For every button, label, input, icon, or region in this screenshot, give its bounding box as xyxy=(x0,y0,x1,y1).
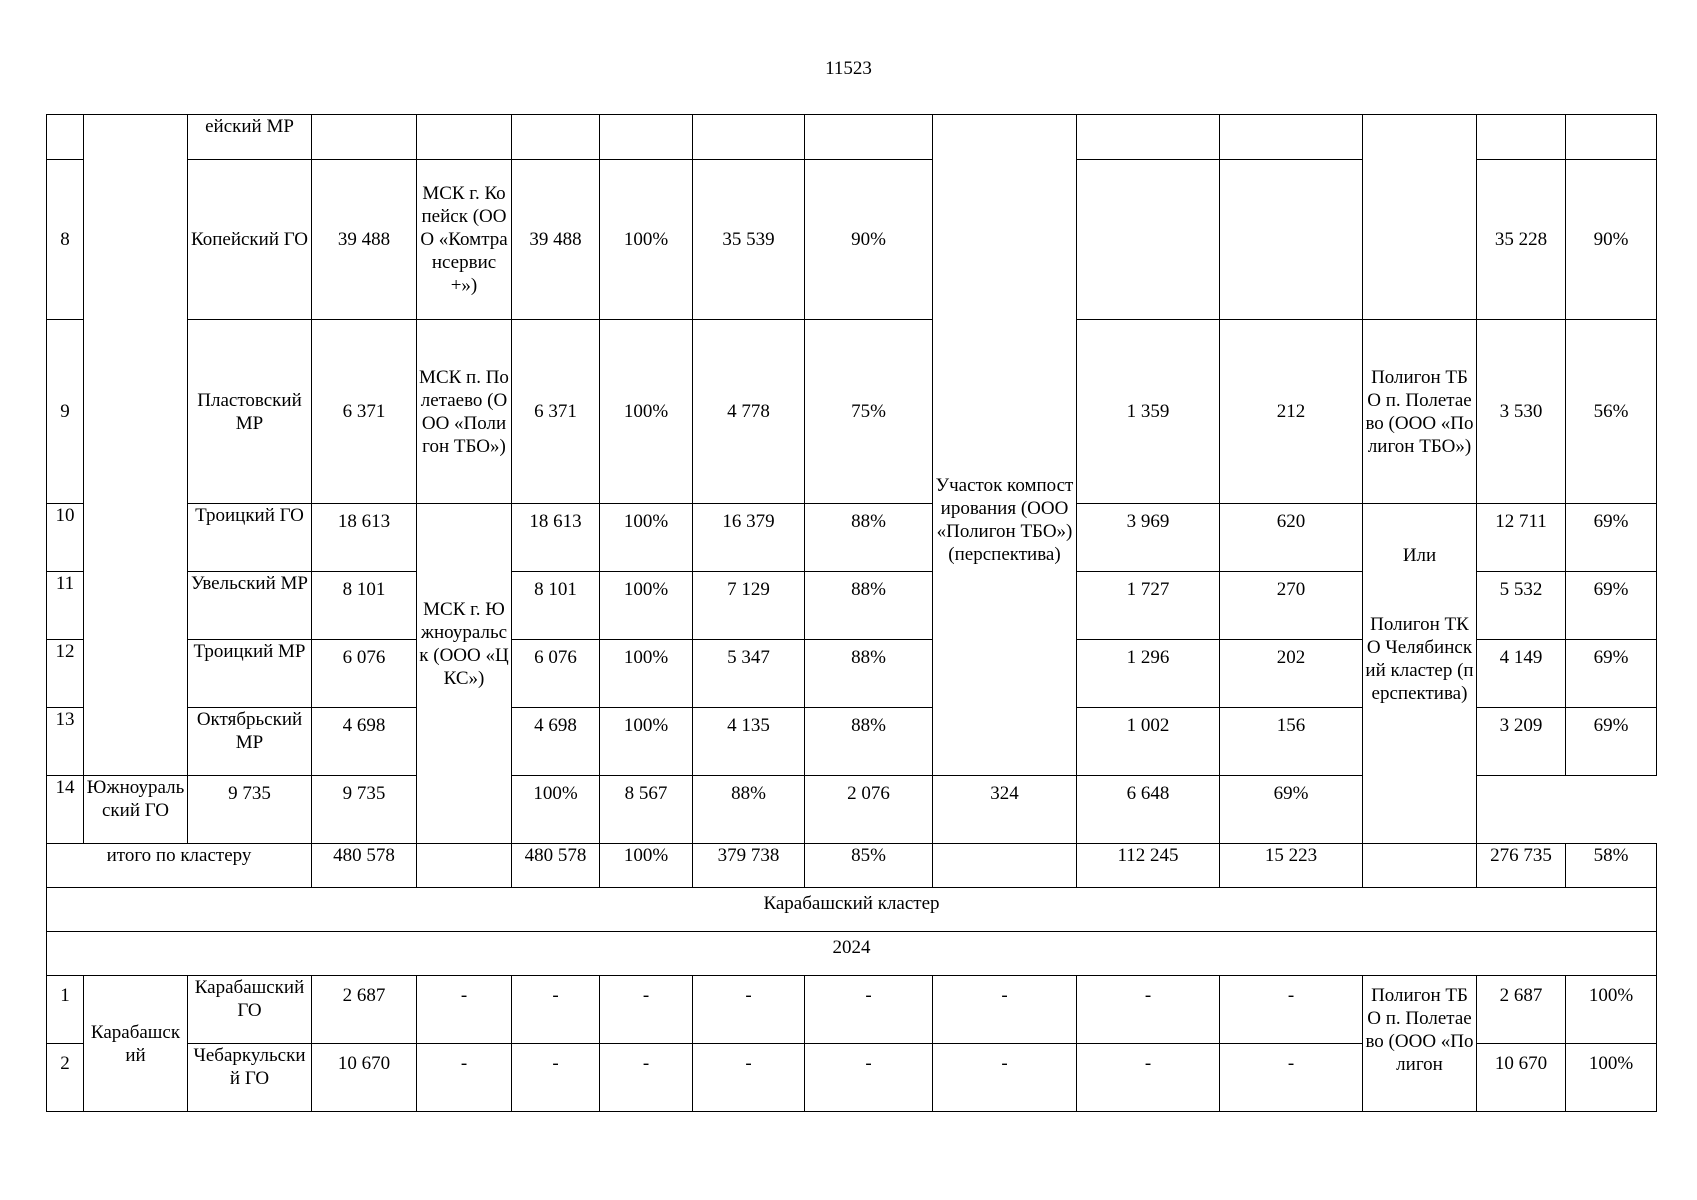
cell-value: 379 738 xyxy=(693,844,805,888)
cell-value: 2 687 xyxy=(1477,976,1566,1044)
cell-percent: 100% xyxy=(600,572,693,640)
cell-value: 480 578 xyxy=(512,844,600,888)
cell-value: 1 359 xyxy=(1077,320,1220,504)
cell-polygon-empty xyxy=(1363,115,1477,320)
cell-num: 12 xyxy=(47,640,84,708)
cell-value: 6 371 xyxy=(512,320,600,504)
cell-percent: 88% xyxy=(805,504,933,572)
cell-value: 10 670 xyxy=(312,1044,417,1112)
cell-value: 7 129 xyxy=(693,572,805,640)
cell-percent: 88% xyxy=(805,708,933,776)
cell-value: 1 727 xyxy=(1077,572,1220,640)
cell-percent: 88% xyxy=(805,572,933,640)
cell-dash: - xyxy=(600,1044,693,1112)
cell-value: 35 228 xyxy=(1477,160,1566,320)
cell-num: 1 xyxy=(47,976,84,1044)
cell-num: 11 xyxy=(47,572,84,640)
cell-value: 18 613 xyxy=(312,504,417,572)
cell-value: 16 379 xyxy=(693,504,805,572)
cell-dash: - xyxy=(1220,1044,1363,1112)
cell-percent: 69% xyxy=(1566,708,1657,776)
cell-value: 4 778 xyxy=(693,320,805,504)
cell-num xyxy=(47,115,84,160)
cell-percent: 100% xyxy=(512,776,600,844)
cell-polygon: Полигон ТБО п. Полетаево (ООО «Полигон xyxy=(1363,976,1477,1112)
cell-dash: - xyxy=(417,1044,512,1112)
cell-value: 480 578 xyxy=(312,844,417,888)
cell-value: 12 711 xyxy=(1477,504,1566,572)
cell-value: 9 735 xyxy=(312,776,417,844)
cell-value: 2 076 xyxy=(805,776,933,844)
cell-value: 620 xyxy=(1220,504,1363,572)
cell-num: 10 xyxy=(47,504,84,572)
cell-dash: - xyxy=(933,976,1077,1044)
cell-percent: 100% xyxy=(600,160,693,320)
cell-dash: - xyxy=(805,976,933,1044)
cell-dash: - xyxy=(1077,1044,1220,1112)
total-row xyxy=(47,844,1657,888)
cell-dash: - xyxy=(693,1044,805,1112)
cell-district: Октябрьский МР xyxy=(188,708,312,776)
cell-dash: - xyxy=(1077,976,1220,1044)
cell-value: 202 xyxy=(1220,640,1363,708)
cell-value: 6 648 xyxy=(1077,776,1220,844)
cell-value: 212 xyxy=(1220,320,1363,504)
table-row xyxy=(47,504,1657,572)
cell-cluster xyxy=(84,115,188,776)
cell-percent: 88% xyxy=(693,776,805,844)
cell-district: Карабашский ГО xyxy=(188,976,312,1044)
cell-dash: - xyxy=(512,976,600,1044)
cell-dash: - xyxy=(693,976,805,1044)
cell-value: 10 670 xyxy=(1477,1044,1566,1112)
cell-value: 8 101 xyxy=(312,572,417,640)
cell-district: Чебаркульский ГО xyxy=(188,1044,312,1112)
cell-value: 2 687 xyxy=(312,976,417,1044)
cell-percent: 100% xyxy=(600,640,693,708)
cell-polygon: Полигон ТБО п. Полетаево (ООО «Полигон ТБО») xyxy=(1363,320,1477,504)
cell-district: Увельский МР xyxy=(188,572,312,640)
cluster-title: Карабашский кластер xyxy=(47,888,1657,932)
cell-value: 39 488 xyxy=(512,160,600,320)
cell-value: 6 076 xyxy=(512,640,600,708)
cell-percent: 100% xyxy=(600,504,693,572)
cell-value: 1 296 xyxy=(1077,640,1220,708)
cell-percent: 69% xyxy=(1566,572,1657,640)
cell-percent: 100% xyxy=(600,320,693,504)
table-row xyxy=(47,115,1657,160)
cell-percent: 58% xyxy=(1566,844,1657,888)
cell-percent: 75% xyxy=(805,320,933,504)
cell-msk: МСК п. Полетаево (ООО «Полигон ТБО») xyxy=(417,320,512,504)
cell-value: 8 567 xyxy=(600,776,693,844)
cell-dash: - xyxy=(933,1044,1077,1112)
cell-district: ейский МР xyxy=(188,115,312,160)
cell-num: 14 xyxy=(47,776,84,844)
cell-district: Пластовский МР xyxy=(188,320,312,504)
cell-value: 9 735 xyxy=(188,776,312,844)
cell-dash: - xyxy=(600,976,693,1044)
cell-district: Троицкий МР xyxy=(188,640,312,708)
cell-compost: Участок компостирования (ООО «Полигон ТБО») (перспектива) xyxy=(933,115,1077,776)
cell-percent: 100% xyxy=(600,708,693,776)
cell-value: 3 530 xyxy=(1477,320,1566,504)
cell-percent: 100% xyxy=(1566,1044,1657,1112)
cell-value: 324 xyxy=(933,776,1077,844)
cell-value: 39 488 xyxy=(312,160,417,320)
cell-value: 35 539 xyxy=(693,160,805,320)
cell-num: 9 xyxy=(47,320,84,504)
cell-value: 3 209 xyxy=(1477,708,1566,776)
cell-percent: 69% xyxy=(1566,640,1657,708)
cell-dash: - xyxy=(417,976,512,1044)
cell-percent: 90% xyxy=(1566,160,1657,320)
cell-value: 4 698 xyxy=(512,708,600,776)
cell-value: 6 076 xyxy=(312,640,417,708)
cell-msk: МСК г. Копейск (ООО «Комтрансервис+») xyxy=(417,160,512,320)
cell-dash: - xyxy=(1220,976,1363,1044)
cell-polygon-alt: Или Полигон ТКО Челябинский кластер (перспектива) xyxy=(1363,504,1477,844)
cell-value: 4 149 xyxy=(1477,640,1566,708)
cell-dash: - xyxy=(805,1044,933,1112)
cell-num: 13 xyxy=(47,708,84,776)
cell-value: 1 002 xyxy=(1077,708,1220,776)
year-row xyxy=(47,932,1657,976)
cluster-title-row xyxy=(47,888,1657,932)
table-row xyxy=(47,976,1657,1044)
cell-value: 6 371 xyxy=(312,320,417,504)
cell-value: 4 135 xyxy=(693,708,805,776)
cell-district: Троицкий ГО xyxy=(188,504,312,572)
cell-percent: 85% xyxy=(805,844,933,888)
total-label: итого по кластеру xyxy=(47,844,312,888)
cell-percent: 88% xyxy=(805,640,933,708)
cell-value: 8 101 xyxy=(512,572,600,640)
page-number: 11523 xyxy=(825,58,872,79)
cell-value: 15 223 xyxy=(1220,844,1363,888)
cell-district: Южноуральский ГО xyxy=(84,776,188,844)
cell-num: 8 xyxy=(47,160,84,320)
cell-percent: 56% xyxy=(1566,320,1657,504)
cell-value: 5 532 xyxy=(1477,572,1566,640)
cell-percent: 69% xyxy=(1566,504,1657,572)
cell-value: 276 735 xyxy=(1477,844,1566,888)
cell-percent: 100% xyxy=(1566,976,1657,1044)
year: 2024 xyxy=(47,932,1657,976)
table-row xyxy=(47,320,1657,504)
cell-dash: - xyxy=(512,1044,600,1112)
cell-value: 5 347 xyxy=(693,640,805,708)
cell-value: 3 969 xyxy=(1077,504,1220,572)
cell-percent: 90% xyxy=(805,160,933,320)
cell-value: 112 245 xyxy=(1077,844,1220,888)
cell-cluster: Карабашский xyxy=(84,976,188,1112)
cell-district: Копейский ГО xyxy=(188,160,312,320)
cell-value: 18 613 xyxy=(512,504,600,572)
cell-msk: МСК г. Южноуральск (ООО «ЦКС») xyxy=(417,504,512,844)
cell-value: 4 698 xyxy=(312,708,417,776)
cell-percent: 69% xyxy=(1220,776,1363,844)
cell-value: 270 xyxy=(1220,572,1363,640)
cell-value: 156 xyxy=(1220,708,1363,776)
cell-percent: 100% xyxy=(600,844,693,888)
data-table xyxy=(46,114,1657,1112)
cell-num: 2 xyxy=(47,1044,84,1112)
